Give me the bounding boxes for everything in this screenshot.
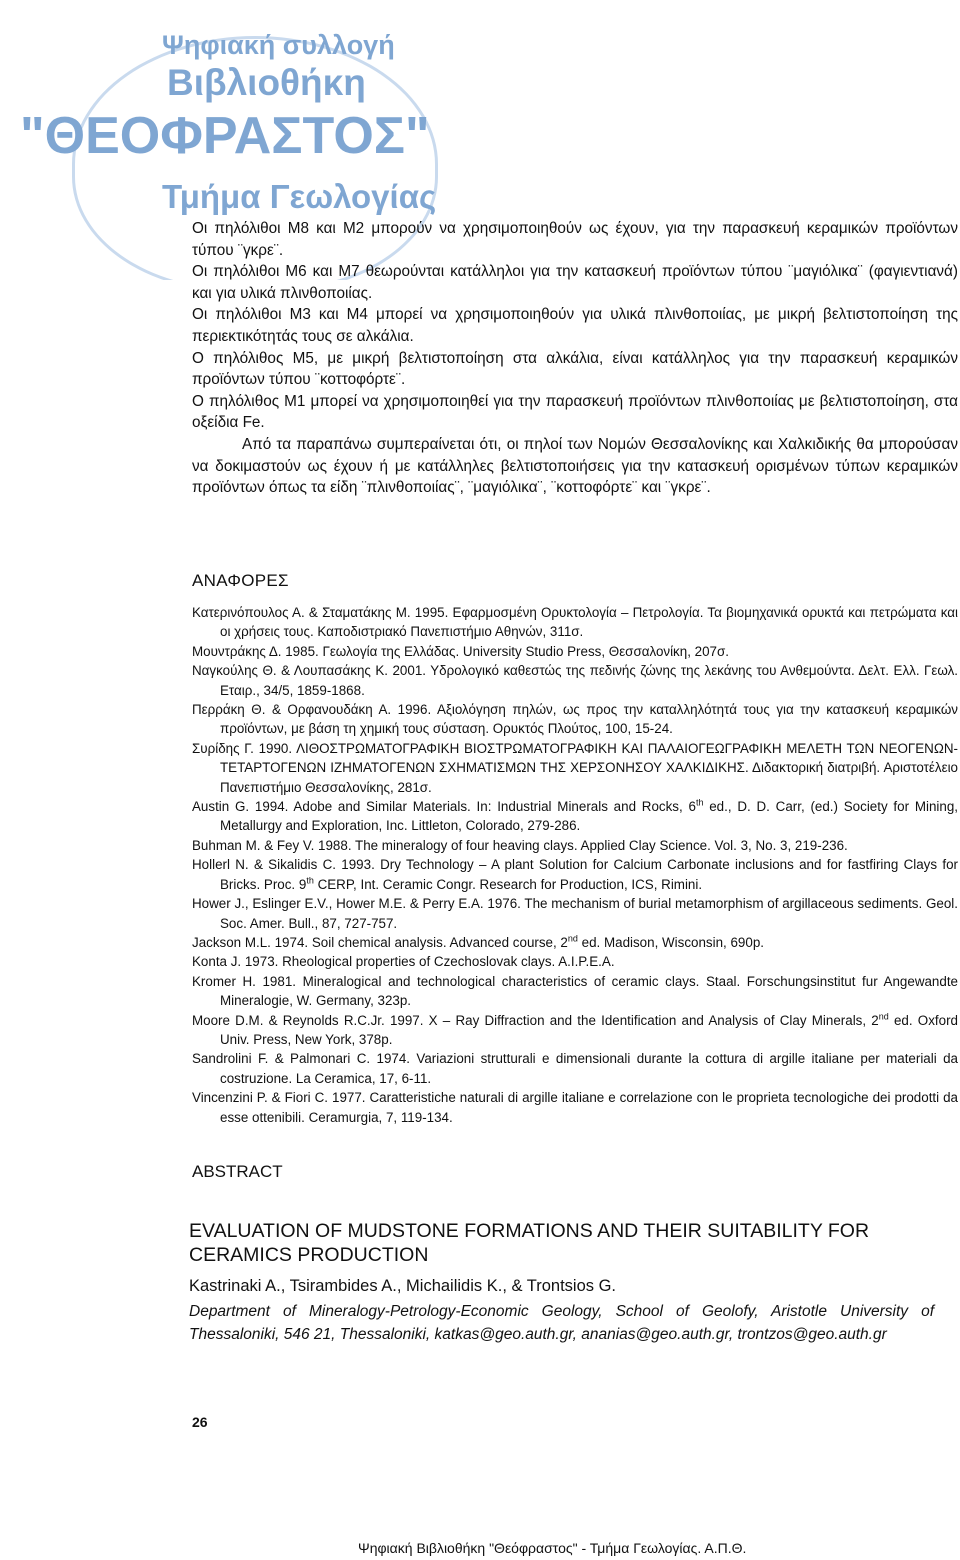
reference-item: Μουντράκης Δ. 1985. Γεωλογία της Ελλάδας. University Studio Press, Θεσσαλονίκη, 207σ.	[192, 643, 729, 659]
superscript: nd	[878, 1011, 889, 1022]
body-paragraph: Οι πηλόλιθοι Μ3 και Μ4 μπορεί να χρησιμοποιηθούν για υλικά πλινθοποιίας, με μικρή βελτιστοποίηση της περιεκτικότητάς τους σε αλκάλια.	[192, 306, 958, 345]
body-paragraph: Ο πηλόλιθος Μ1 μπορεί να χρησιμοποιηθεί για την παρασκευή προϊόντων πλινθοποιίας με βελτιστοποίηση, στα οξείδια Fe.	[192, 392, 958, 432]
reference-item: Kromer H. 1981. Mineralogical and technological characteristics of ceramic clays. Staal. Forschungsinstitut fur Angewandte Mineralogie, W. Germany, 323p.	[192, 973, 958, 1009]
reference-item	[192, 933, 958, 952]
reference-item: Buhman M. & Fey V. 1988. The mineralogy of four heaving clays. Applied Clay Science. Vol. 3, No. 3, 219-236.	[192, 837, 848, 853]
reference-text: Moore D.M. & Reynolds R.C.Jr. 1997. X – Ray Diffraction and the Identification and Analysis of Clay Minerals, 2	[192, 1012, 879, 1028]
library-footer: Ψηφιακή Βιβλιοθήκη "Θεόφραστος" - Τμήμα Γεωλογίας. Α.Π.Θ.	[358, 1540, 747, 1556]
superscript: nd	[567, 933, 578, 944]
body-paragraph: Οι πηλόλιθοι Μ6 και Μ7 θεωρούνται κατάλληλοι για την κατασκευή προϊόντων τύπου ¨μαγιόλικα¨ (φαγιεντιανά) και για υλικά πλινθοποιίας.	[192, 263, 958, 302]
reference-item: Konta J. 1973. Rheological properties of Czechoslovak clays. A.I.P.E.A.	[192, 954, 615, 970]
reference-item: Hower J., Eslinger E.V., Hower M.E. & Perry E.A. 1976. The mechanism of burial metamorphism of argillaceous sediments. Geol. Soc. Amer. Bull., 87, 727-757.	[192, 896, 958, 931]
watermark-line-3: "ΘΕΟΦΡΑΣΤΟΣ"	[20, 107, 430, 165]
body-paragraph: Οι πηλόλιθοι Μ8 και Μ2 μπορούν να χρησιμοποιηθούν ως έχουν, για την παρασκευή κεραμικών προϊόντων τύπου ¨γκρε¨.	[192, 220, 958, 259]
reference-text: Hollerl N. & Sikalidis C. 1993. Dry Technology – A plant Solution for Calcium Carbonate inclusions and for fastfiring Clays for Bricks. Proc. 9	[192, 857, 958, 892]
conclusions-section	[192, 218, 958, 499]
reference-item: Ναγκούλης Θ. & Λουπασάκης Κ. 2001. Υδρολογικό καθεστώς της πεδινής ζώνης της λεκάνης του Ανθεμούντα. Δελτ. Ελλ. Γεωλ. Εταιρ., 34/5, 1859-1868.	[192, 663, 958, 698]
authors-line: Kastrinaki A., Tsirambides A., Michailidis K., & Trontsios G.	[189, 1277, 617, 1295]
english-title: EVALUATION OF MUDSTONE FORMATIONS AND THEIR SUITABILITY FOR CERAMICS PRODUCTION	[189, 1220, 870, 1266]
reference-item: Sandrolini F. & Palmonari C. 1974. Variazioni strutturali e dimensionali durante la cottura di argille italiane per materiali da costruzione. La Ceramica, 17, 6-11.	[192, 1051, 958, 1086]
watermark-line-1: Ψηφιακή συλλογή	[162, 30, 395, 60]
body-paragraph: Ο πηλόλιθος Μ5, με μικρή βελτιστοποίηση στα αλκάλια, είναι κατάλληλος για την παρασκευή κεραμικών προϊόντων τύπου ¨κοττοφόρτε¨.	[192, 349, 958, 389]
conclusion-paragraph: Από τα παραπάνω συμπεραίνεται ότι, οι πηλοί των Νομών Θεσσαλονίκης και Χαλκιδικής θα μπορούσαν να δοκιμαστούν ως έχουν ή με κατάλληλες βελτιστοποιήσεις για την κατασκευή ορισμένων τύπων κεραμικών προϊόντων όπως τα είδη ¨πλινθοποιίας¨, ¨μαγιόλικα¨, ¨κοττοφόρτε¨ και ¨γκρε¨.	[192, 435, 958, 497]
reference-text: CERP, Int. Ceramic Congr. Research for Production, ICS, Rimini.	[313, 876, 703, 892]
reference-text: Austin G. 1994. Adobe and Similar Materials. In: Industrial Minerals and Rocks, 6	[192, 799, 696, 815]
superscript: th	[695, 797, 704, 808]
page-number: 26	[192, 1414, 208, 1430]
reference-text: ed. Oxford Univ. Press, New York, 378p.	[220, 1012, 958, 1047]
references-heading: ΑΝΑΦΟΡΕΣ	[192, 571, 289, 590]
watermark-line-4: Τμήμα Γεωλογίας	[162, 178, 437, 215]
reference-text: Jackson M.L. 1974. Soil chemical analysis. Advanced course, 2	[192, 934, 568, 950]
reference-item: Συρίδης Γ. 1990. ΛΙΘΟΣΤΡΩΜΑΤΟΓΡΑΦΙΚΗ ΒΙΟΣΤΡΩΜΑΤΟΓΡΑΦΙΚΗ ΚΑΙ ΠΑΛΑΙΟΓΕΩΓΡΑΦΙΚΗ ΜΕΛΕΤΗ ΤΩΝ ΝΕΟΓΕΝΩΝ-ΤΕΤΑΡΤΟΓΕΝΩΝ ΙΖΗΜΑΤΟΓΕΝΩΝ ΣΧΗΜΑΤΙΣΜΩΝ ΤΗΣ ΧΕΡΣΟΝΗΣΟΥ ΧΑΛΚΙΔΙΚΗΣ. Διδακτορική διατριβή. Αριστοτέλειο Πανεπιστήμιο Θεσσαλονίκης, 281σ.	[192, 740, 958, 795]
reference-text: ed. Madison, Wisconsin, 690p.	[577, 934, 764, 950]
reference-item: Κατερινόπουλος Α. & Σταματάκης Μ. 1995. Εφαρμοσμένη Ορυκτολογία – Πετρολογία. Τα βιομηχανικά ορυκτά και πετρώματα και οι χρήσεις τους. Καποδιστριακό Πανεπιστήμιο Αθηνών, 311σ.	[192, 605, 958, 640]
watermark-line-2: Βιβλιοθήκη	[167, 62, 366, 103]
references-list	[192, 603, 958, 1127]
superscript: th	[306, 875, 314, 886]
abstract-heading: ABSTRACT	[192, 1162, 283, 1181]
affiliation: Department of Mineralogy-Petrology-Economic Geology, School of Geolofy, Aristotle University of Thessaloniki, 546 21, Thessaloniki, katkas@geo.auth.gr, ananias@geo.auth.gr, trontzos@geo.auth.gr	[189, 1303, 934, 1343]
reference-item: Vincenzini P. & Fiori C. 1977. Caratteristiche naturali di argille italiane e correlazione con le proprieta tecnologiche dei prodotti da esse ottenibili. Ceramurgia, 7, 119-134.	[192, 1090, 958, 1125]
reference-item	[192, 797, 958, 836]
reference-item	[192, 1011, 958, 1050]
reference-item	[192, 855, 958, 894]
reference-item: Περράκη Θ. & Ορφανουδάκη Α. 1996. Αξιολόγηση πηλών, ως προς την καταλληλότητά τους για την κατασκευή κεραμικών προϊόντων, με βάση τη χημική τους σύσταση. Ορυκτός Πλούτος, 100, 15-24.	[192, 702, 958, 737]
reference-text: ed., D. D. Carr, (ed.) Society for Mining, Metallurgy and Exploration, Inc. Littleton, Colorado, 279-286.	[220, 799, 958, 834]
